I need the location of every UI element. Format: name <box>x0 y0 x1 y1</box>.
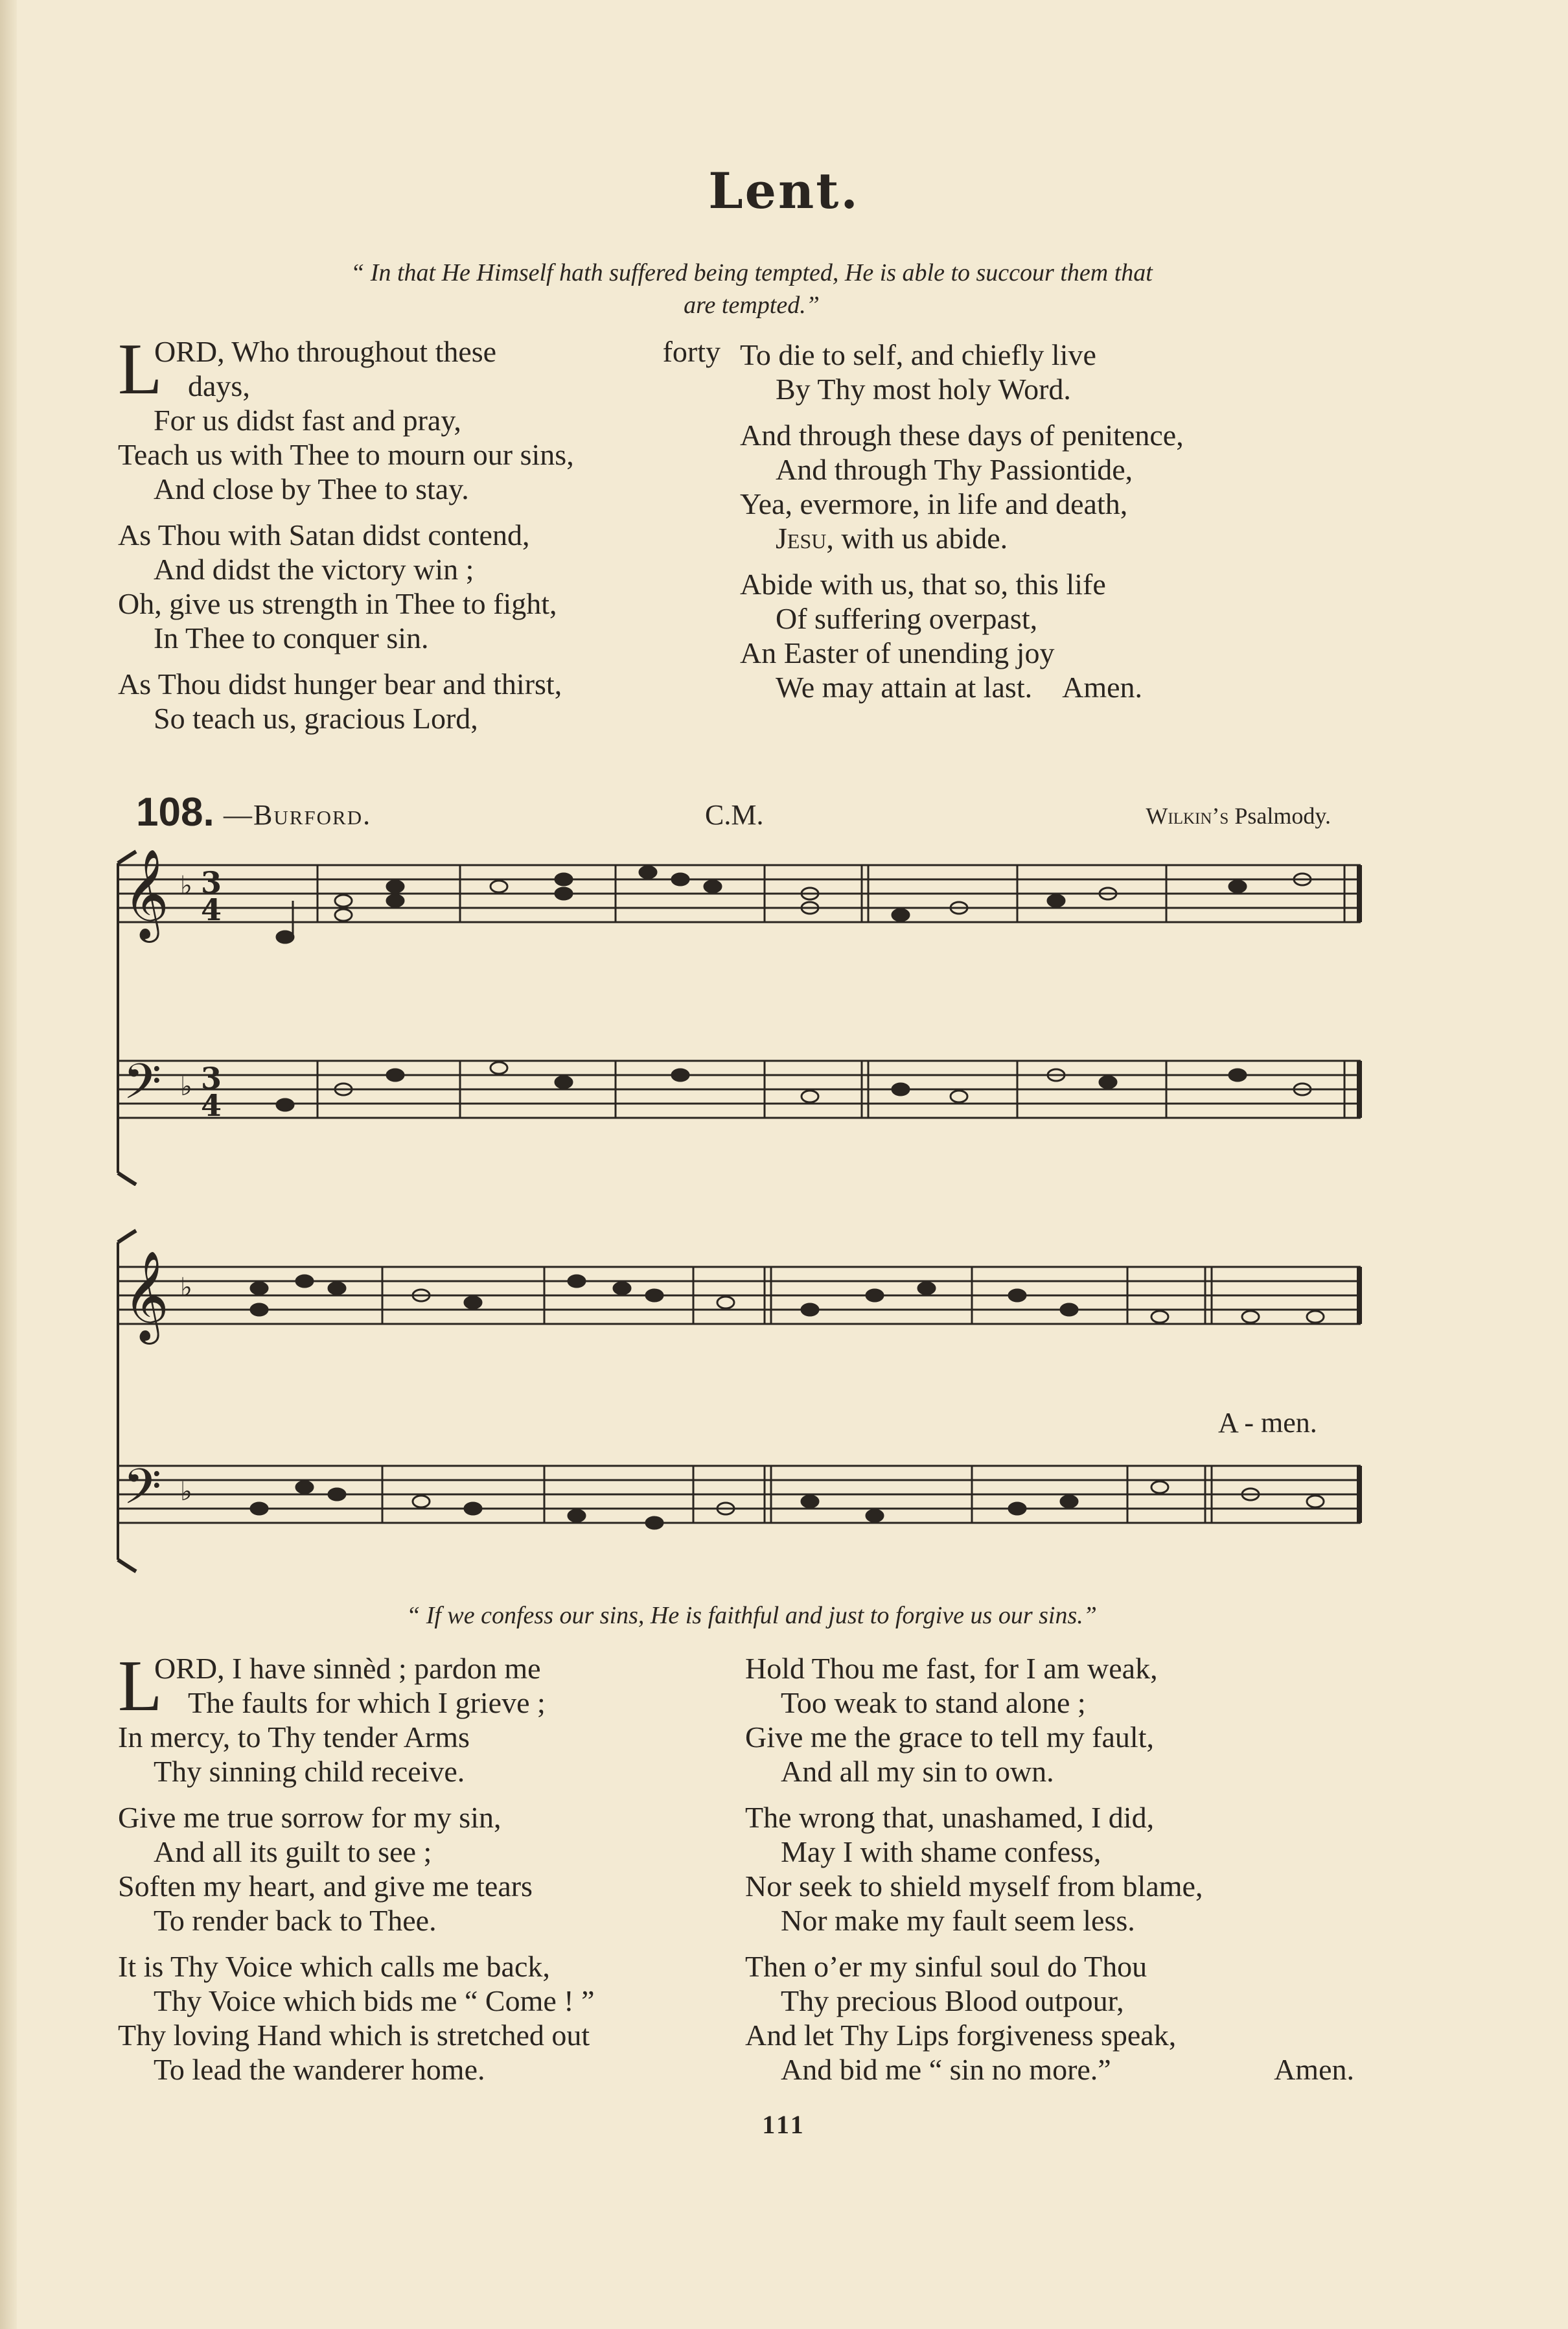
verse-line: And through Thy Passiontide, <box>776 453 1133 486</box>
verse-line: And close by Thee to stay. <box>154 472 469 505</box>
verse-line: For us didst fast and pray, <box>154 404 461 437</box>
verse-line: Hold Thou me fast, for I am weak, <box>745 1652 1158 1685</box>
svg-text:4: 4 <box>201 1088 222 1123</box>
drop-cap: L <box>118 1646 163 1726</box>
verse-line: To lead the wanderer home. <box>154 2053 485 2086</box>
verse-line <box>745 2052 1354 2087</box>
verse-line: Thy loving Hand which is stretched out <box>118 2019 590 2052</box>
verse-line: Nor make my fault seem less. <box>781 1904 1135 1937</box>
verse-line: So teach us, gracious Lord, <box>154 702 478 735</box>
verse-line: Then o’er my sinful soul do Thou <box>745 1950 1147 1983</box>
verse-line: May I with shame confess, <box>781 1835 1101 1868</box>
svg-text:𝄢: 𝄢 <box>123 1458 162 1527</box>
verse-line: Of suffering overpast, <box>776 602 1038 635</box>
verse-line: days, <box>188 369 250 402</box>
verse-line: Abide with us, that so, this life <box>740 568 1106 601</box>
verse-line: As Thou with Satan didst contend, <box>118 518 530 551</box>
svg-text:♭: ♭ <box>180 1072 192 1102</box>
verse-line: In Thee to conquer sin. <box>154 621 429 655</box>
tune-name: —Burford. <box>224 799 372 831</box>
verse-line: As Thou didst hunger bear and thirst, <box>118 667 562 701</box>
verse-line: Yea, evermore, in life and death, <box>740 487 1128 520</box>
verse-line: Thy Voice which bids me “ Come ! ” <box>154 1984 595 2017</box>
svg-text:𝄞: 𝄞 <box>123 1251 169 1341</box>
verse-line: The wrong that, unashamed, I did, <box>745 1801 1155 1834</box>
verse-line: It is Thy Voice which calls me back, <box>118 1950 550 1983</box>
verse-line: An Easter of unending joy <box>740 636 1055 669</box>
first-line-text-end: forty <box>662 335 721 368</box>
verse-line: Soften my heart, and give me tears <box>118 1870 533 1903</box>
tune-number: 108. <box>136 790 214 835</box>
verse-line: And let Thy Lips forgiveness speak, <box>745 2019 1177 2052</box>
verse-line-text: with us abide. <box>841 522 1008 555</box>
music-system-1 <box>110 849 1380 1186</box>
verse-line-text: We may attain at last. <box>776 671 1033 704</box>
verse-line: Teach us with Thee to mourn our sins, <box>118 438 574 471</box>
verse-line: Thy sinning child receive. <box>154 1755 465 1788</box>
svg-text:3: 3 <box>201 1061 222 1096</box>
verse-line-text: And bid me “ sin no more.” <box>781 2053 1111 2086</box>
amen-text: Amen. <box>1062 671 1143 704</box>
verse-line: In mercy, to Thy tender Arms <box>118 1721 470 1754</box>
verse-line: To die to self, and chiefly live <box>740 338 1096 371</box>
epigraph-line-1: “ In that He Himself hath suffered being tempted, He is able to succour them that <box>351 259 1153 286</box>
verse-line: And all its guilt to see ; <box>154 1835 432 1868</box>
svg-text:♭: ♭ <box>180 1273 192 1303</box>
verse-line: By Thy most holy Word. <box>776 373 1071 406</box>
svg-text:𝄢: 𝄢 <box>123 1053 162 1122</box>
verse-line: Give me the grace to tell my fault, <box>745 1721 1154 1754</box>
verse-line: And didst the victory win ; <box>154 553 474 586</box>
verse-line: And all my sin to own. <box>781 1755 1054 1788</box>
tune-source <box>1146 802 1331 829</box>
verse-line: And through these days of penitence, <box>740 419 1184 452</box>
hymn-2-left-column <box>118 1646 740 2087</box>
verse-line: Thy precious Blood outpour, <box>781 1984 1124 2017</box>
music-system-2 <box>110 1228 1380 1578</box>
source-title: Psalmody. <box>1234 803 1331 829</box>
hymn-2-right-column <box>745 1651 1354 2087</box>
epigraph-confess: “ If we confess our sins, He is faithful and just to forgive us our sins.” <box>406 1602 1097 1629</box>
svg-text:4: 4 <box>201 892 222 927</box>
epigraph-line-2: are tempted.” <box>684 292 820 319</box>
svg-text:♭: ♭ <box>180 871 192 901</box>
jesu-small-caps: Jesu, <box>776 522 834 555</box>
hymn-1-right-column <box>740 338 1323 704</box>
svg-text:𝄞: 𝄞 <box>123 849 169 939</box>
verse-line: Too weak to stand alone ; <box>781 1686 1086 1719</box>
verse-line: Give me true sorrow for my sin, <box>118 1801 502 1834</box>
verse-line <box>740 521 1323 555</box>
verse-line: Nor seek to shield myself from blame, <box>745 1870 1203 1903</box>
tune-meter: C.M. <box>705 799 764 831</box>
page-number: 111 <box>762 2110 806 2139</box>
amen-text: Amen. <box>1274 2053 1354 2086</box>
drop-cap: L <box>118 329 163 410</box>
svg-text:3: 3 <box>201 865 222 900</box>
first-line-text: ORD, Who throughout these <box>154 335 497 368</box>
verse-line <box>740 670 1323 704</box>
epigraph-lent <box>194 257 1309 321</box>
amen-lyric: A - men. <box>1218 1407 1317 1439</box>
first-line-text: ORD, I have sinnèd ; pardon me <box>154 1652 541 1685</box>
page-spine-shadow <box>0 0 17 2329</box>
verse-line: Oh, give us strength in Thee to fight, <box>118 587 557 620</box>
page-title: Lent. <box>708 162 860 220</box>
source-name: Wilkin’s <box>1146 803 1229 829</box>
verse-line: The faults for which I grieve ; <box>188 1686 546 1719</box>
verse-line: To render back to Thee. <box>154 1904 437 1937</box>
hymn-1-left-column <box>118 329 721 736</box>
svg-text:♭: ♭ <box>180 1477 192 1507</box>
